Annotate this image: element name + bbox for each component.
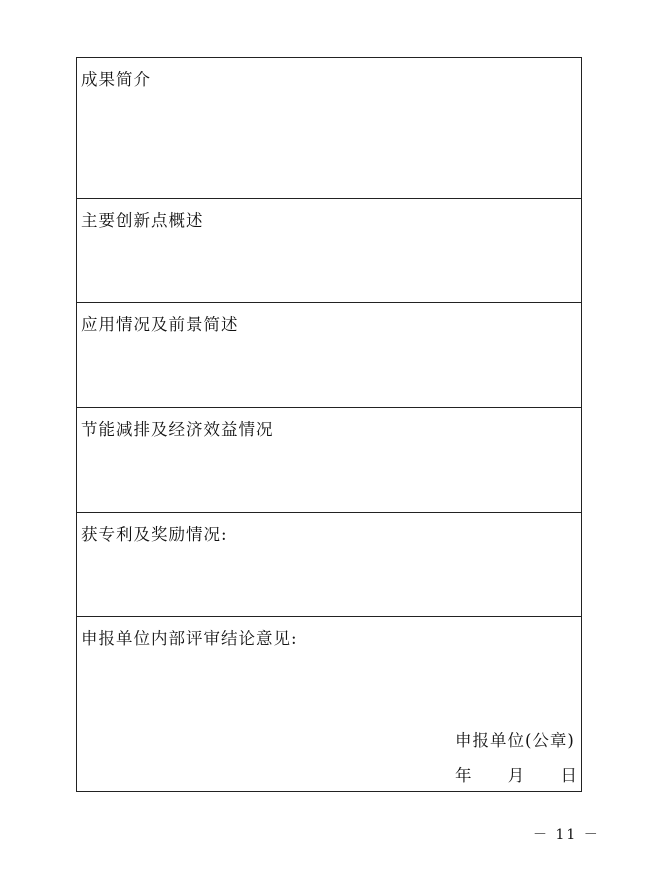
section-internal-review-opinion[interactable]: [77, 617, 581, 792]
section-achievement-summary[interactable]: [77, 58, 581, 199]
section-label: 申报单位内部评审结论意见:: [81, 629, 298, 648]
applicant-unit-seal-label: 申报单位(公章): [455, 731, 575, 750]
day-label: 日: [560, 766, 577, 785]
section-patents-awards[interactable]: [77, 513, 581, 617]
section-label: 成果简介: [81, 70, 151, 89]
section-energy-economic-benefits[interactable]: [77, 408, 581, 513]
application-form-table: [76, 57, 582, 792]
section-label: 节能减排及经济效益情况: [81, 420, 274, 439]
page-number: － 11 －: [533, 827, 600, 843]
signature-date: [455, 762, 577, 786]
section-application-prospects[interactable]: [77, 303, 581, 408]
year-label: 年: [455, 766, 472, 785]
section-label: 主要创新点概述: [81, 211, 204, 230]
section-label: 应用情况及前景简述: [81, 315, 239, 334]
section-innovation-points[interactable]: [77, 199, 581, 303]
section-label: 获专利及奖励情况:: [81, 525, 228, 544]
month-label: 月: [507, 766, 525, 785]
